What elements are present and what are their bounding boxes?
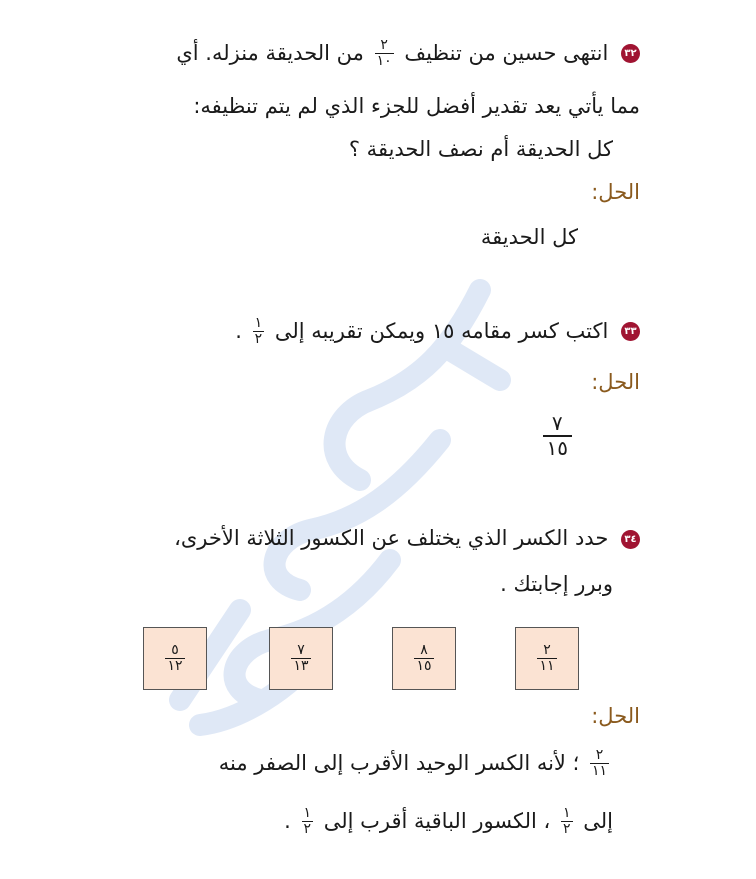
q34-half-fraction-2 bbox=[302, 806, 314, 838]
q33-solution-label: الحل: bbox=[591, 370, 640, 394]
question-number-badge: ٣٤ bbox=[621, 530, 640, 549]
q34-line2: وبرر إجابتك . bbox=[500, 572, 613, 596]
q33-text-end: . bbox=[235, 318, 242, 343]
fraction-numerator: ٢ bbox=[595, 747, 604, 763]
q32-text-b: من الحديقة منزله. أي bbox=[176, 40, 364, 65]
q34-answer-line2 bbox=[284, 806, 613, 838]
fraction-denominator: ١٠ bbox=[376, 53, 392, 70]
q33-text-a: اكتب كسر مقامه ١٥ ويمكن تقريبه إلى bbox=[274, 318, 609, 343]
q32-line1 bbox=[176, 38, 640, 70]
q33-answer bbox=[543, 412, 572, 460]
q34-text-line1: حدد الكسر الذي يختلف عن الكسور الثلاثة الأخرى، bbox=[174, 526, 609, 550]
q33-line1 bbox=[235, 316, 640, 348]
q34-answer-text2-b: ، الكسور الباقية أقرب إلى bbox=[323, 808, 551, 833]
question-number-badge: ٣٢ bbox=[621, 44, 640, 63]
fraction-numerator: ٧ bbox=[297, 641, 305, 658]
fraction-denominator: ١٥ bbox=[416, 658, 432, 674]
q34-answer-text1: ؛ لأنه الكسر الوحيد الأقرب إلى الصفر منه bbox=[218, 750, 580, 775]
q33-fraction-half bbox=[253, 316, 265, 348]
q34-line1 bbox=[174, 526, 640, 551]
fraction-numerator: ٢ bbox=[543, 641, 551, 658]
fraction-denominator: ١٣ bbox=[293, 658, 309, 674]
q34-answer-text2-a: إلى bbox=[583, 808, 613, 833]
question-number-badge: ٣٣ bbox=[621, 322, 640, 341]
q34-answer-line1 bbox=[219, 748, 613, 780]
q34-half-fraction-1 bbox=[561, 806, 573, 838]
fraction-numerator: ٧ bbox=[551, 411, 563, 435]
fraction-denominator: ١٥ bbox=[546, 436, 568, 460]
q34-solution-label: الحل: bbox=[591, 704, 640, 728]
fraction-denominator: ١١ bbox=[591, 763, 607, 780]
q32-line2: مما يأتي يعد تقدير أفضل للجزء الذي لم يتم تنظيفه: bbox=[193, 94, 640, 118]
q34-answer-text2-end: . bbox=[284, 808, 291, 833]
fraction-numerator: ٢ bbox=[380, 37, 388, 53]
fraction-numerator: ٨ bbox=[420, 641, 428, 658]
fraction-denominator: ٢ bbox=[563, 821, 571, 838]
fraction-box-1 bbox=[515, 627, 579, 690]
q32-text-a: انتهى حسين من تنظيف bbox=[404, 40, 609, 65]
fraction-numerator: ١ bbox=[303, 805, 312, 821]
q32-fraction bbox=[375, 38, 394, 70]
fraction-box-2 bbox=[392, 627, 456, 690]
fraction-denominator: ٢ bbox=[254, 331, 263, 348]
box-fraction bbox=[537, 643, 556, 675]
fraction-denominator: ١١ bbox=[539, 658, 555, 674]
box-fraction bbox=[165, 643, 184, 675]
fraction-numerator: ١ bbox=[254, 315, 263, 331]
q34-answer-fraction bbox=[590, 748, 609, 780]
fraction-box-3 bbox=[269, 627, 333, 690]
fraction-numerator: ٥ bbox=[171, 641, 179, 658]
q33-answer-fraction bbox=[539, 412, 576, 460]
q32-answer: كل الحديقة bbox=[480, 225, 578, 249]
q32-solution-label: الحل: bbox=[591, 180, 640, 204]
fraction-denominator: ٢ bbox=[303, 821, 312, 838]
box-fraction bbox=[414, 643, 433, 675]
box-fraction bbox=[291, 643, 310, 675]
fraction-box-4 bbox=[143, 627, 207, 690]
q32-line3: كل الحديقة أم نصف الحديقة ؟ bbox=[348, 137, 613, 161]
fraction-numerator: ١ bbox=[563, 805, 571, 821]
fraction-denominator: ١٢ bbox=[167, 658, 183, 674]
